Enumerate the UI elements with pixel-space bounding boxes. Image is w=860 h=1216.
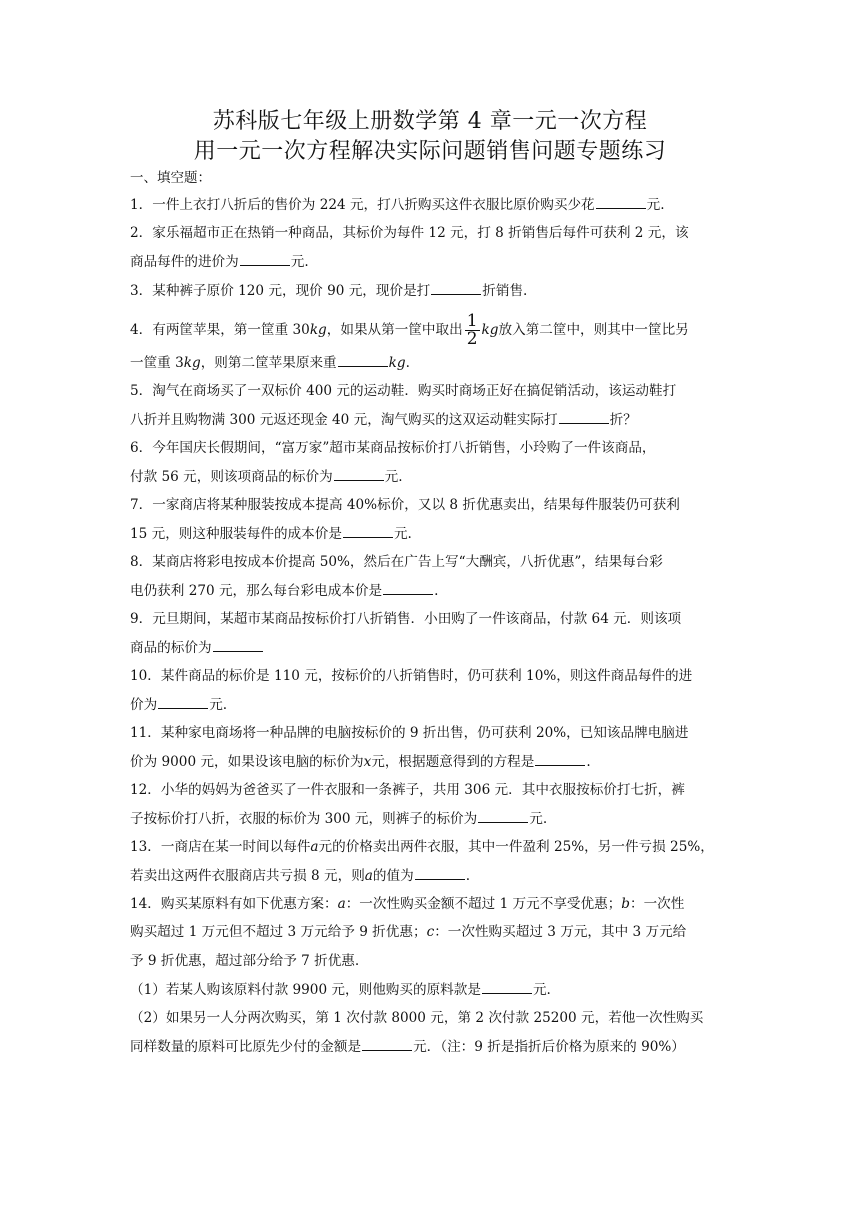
question-11-line-2: 价为 9000 元，如果设该电脑的标价为x元，根据题意得到的方程是 . xyxy=(130,751,732,780)
question-14-line-2: 购买超过 1 万元但不超过 3 万元给予 9 折优惠；c：一次性购买超过 3 万元，其中 3 万元给 xyxy=(130,924,687,940)
question-3: 3．某种裤子原价 120 元，现价 90 元，现价是打 折销售. xyxy=(130,280,732,309)
question-8-line-2: 电仍获利 270 元，那么每台彩电成本价是 . xyxy=(130,580,732,609)
answer-blank[interactable] xyxy=(240,251,290,266)
answer-blank[interactable] xyxy=(383,580,433,595)
question-list xyxy=(130,194,732,1065)
answer-blank[interactable] xyxy=(431,280,481,295)
question-13-line-1: 13．一商店在某一时间以每件a元的价格卖出两件衣服，其中一件盈利 25%，另一件亏损 25%， xyxy=(130,838,714,855)
question-10-line-1: 10．某件商品的标价是 110 元，按标价的八折销售时，仍可获利 10%，则这件商品每件的进 xyxy=(130,667,693,684)
answer-blank[interactable] xyxy=(338,352,388,367)
answer-blank[interactable] xyxy=(362,1036,412,1051)
answer-blank[interactable] xyxy=(482,979,532,994)
question-9-line-2: 商品的标价为 xyxy=(130,637,732,666)
answer-blank[interactable] xyxy=(158,694,208,709)
question-2-line-2: 商品每件的进价为 元. xyxy=(130,251,732,280)
title-line-1: 苏科版七年级上册数学第 4 章一元一次方程 xyxy=(212,109,648,134)
answer-blank[interactable] xyxy=(415,865,465,880)
question-5-line-2: 八折并且购物满 300 元返还现金 40 元，淘气购买的这双运动鞋实际打 折？ xyxy=(130,409,732,438)
question-7-line-2: 15 元，则这种服装每件的成本价是 元. xyxy=(130,523,732,552)
question-12-line-2: 子按标价打八折，衣服的标价为 300 元，则裤子的标价为 元. xyxy=(130,808,732,837)
question-11-line-1: 11．某种家电商场将一种品牌的电脑按标价的 9 折出售，仍可获利 20%，已知该品牌电脑进 xyxy=(130,724,689,741)
answer-blank[interactable] xyxy=(343,523,393,538)
answer-blank[interactable] xyxy=(334,466,384,481)
question-2-line-1: 2．家乐福超市正在热销一种商品，其标价为每件 12 元，打 8 折销售后每件可获利 2 元，该 xyxy=(130,224,689,241)
question-6-line-2: 付款 56 元，则该项商品的标价为 元. xyxy=(130,466,732,495)
question-6-line-1: 6．今年国庆长假期间，“富万家”超市某商品按标价打八折销售，小玲购了一件该商品， xyxy=(130,439,656,456)
question-14-line-1: 14．购买某原料有如下优惠方案：a：一次性购买金额不超过 1 万元不享受优惠；b：一次性 xyxy=(130,895,685,912)
question-1: 1．一件上衣打八折后的售价为 224 元，打八折购买这件衣服比原价购买少花 元. xyxy=(130,194,732,223)
question-13-line-2: 若卖出这两件衣服商店共亏损 8 元，则a的值为 . xyxy=(130,865,732,894)
fraction-one-half: $\frac{1}{2}$ xyxy=(466,310,478,349)
answer-blank[interactable] xyxy=(596,194,646,209)
answer-blank[interactable] xyxy=(478,808,528,823)
section-heading: 一、填空题： xyxy=(130,170,211,186)
question-9-line-1: 9．元旦期间，某超市某商品按标价打八折销售．小田购了一件该商品，付款 64 元．则该项 xyxy=(130,610,682,627)
question-10-line-2: 价为 元. xyxy=(130,694,732,723)
question-8-line-1: 8．某商店将彩电按成本价提高 50%，然后在广告上写“大酬宾，八折优惠”，结果每台彩 xyxy=(130,553,663,570)
question-7-line-1: 7．一家商店将某种服装按成本提高 40%标价，又以 8 折优惠卖出，结果每件服装仍可获利 xyxy=(130,496,680,513)
question-14-part-2-line-1: （2）如果另一人分两次购买，第 1 次付款 8000 元，第 2 次付款 25200 元，若他一次性购买 xyxy=(130,1009,704,1026)
answer-blank[interactable] xyxy=(213,637,263,652)
answer-blank[interactable] xyxy=(535,751,585,766)
question-12-line-1: 12．小华的妈妈为爸爸买了一件衣服和一条裤子，共用 306 元．其中衣服按标价打七折，裤 xyxy=(130,781,685,798)
question-5-line-1: 5．淘气在商场买了一双标价 400 元的运动鞋．购买时商场正好在搞促销活动，该运动鞋打 xyxy=(130,382,677,399)
question-14-part-2-line-2: 同样数量的原料可比原先少付的金额是 元．（注：9 折是指折后价格为原来的 90%） xyxy=(130,1036,732,1065)
title-line-2: 用一元一次方程解决实际问题销售问题专题练习 xyxy=(193,139,667,164)
question-4-line-2: 一筐重 3kg，则第二筐苹果原来重 kg. xyxy=(130,352,732,381)
question-14-line-3: 予 9 折优惠，超过部分给予 7 折优惠. xyxy=(130,952,360,969)
answer-blank[interactable] xyxy=(559,409,609,424)
question-14-part-1: （1）若某人购该原料付款 9900 元，则他购买的原料款是 元. xyxy=(130,979,732,1008)
question-4-line-1: 4．有两筐苹果，第一筐重 30 kg ，如果从第一筐中取出 $\frac{1}{2}$ kg 放入第二筐中，则其中一筐比另 xyxy=(130,310,689,349)
